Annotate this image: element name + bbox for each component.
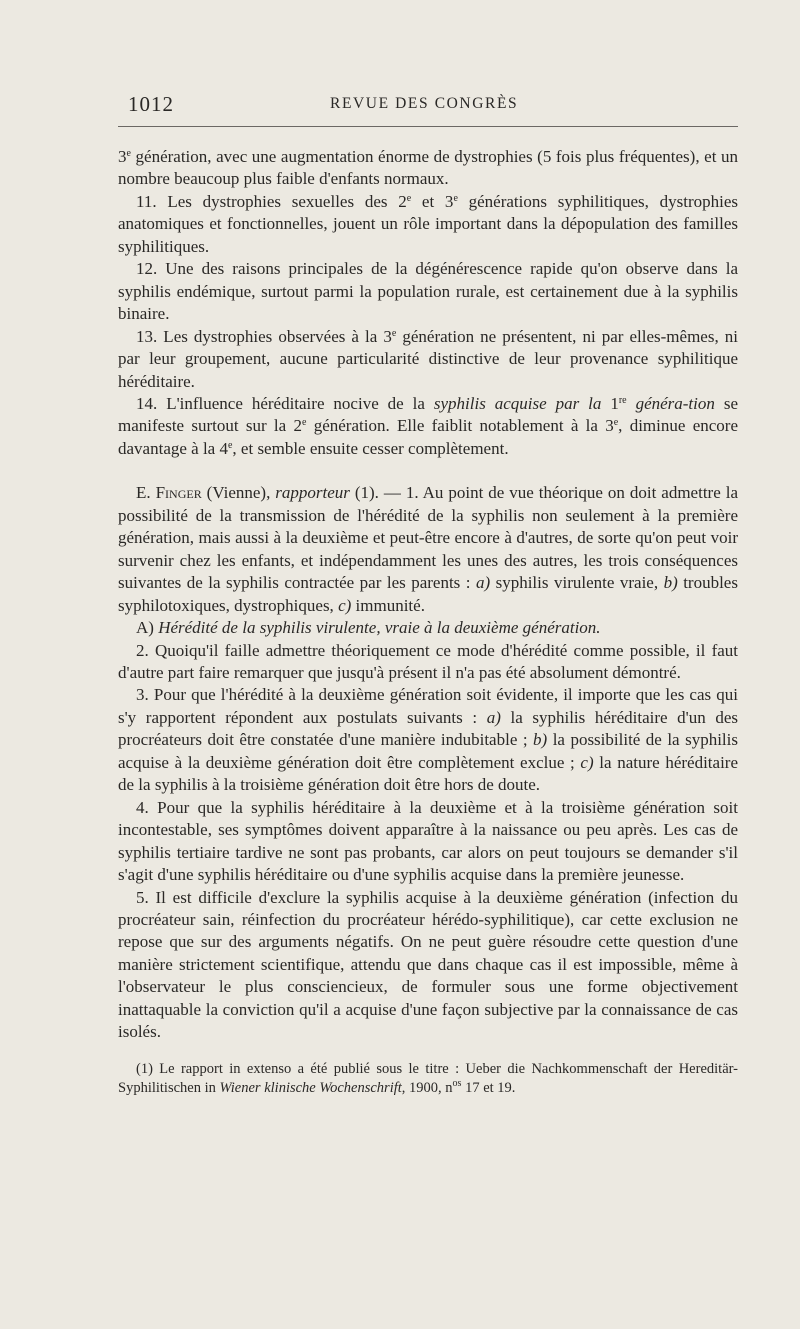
page-number: 1012 [128, 92, 174, 116]
paragraph-3: 3. Pour que l'hérédité à la deuxième génération soit évidente, il importe que les cas qui s'y rapportent répondent aux postulats suivants : a) la syphilis héréditaire d'un des procréateurs doit être constatée d'une manière indubitable ; b) la possibilité de la syphilis acquise à la deuxième génération doit être complètement exclue ; c) la nature héréditaire de la syphilis à la troisième génération doit être hors de doute. [118, 685, 739, 795]
paragraph-13: 13. Les dystrophies observées à la 3e génération ne présentent, ni par elles-mêmes, ni par leur groupement, aucune particularité distinctive de leur provenance syphilitique héréditaire. [118, 326, 738, 391]
body-text [118, 146, 738, 1044]
book-page [118, 84, 738, 1098]
section-heading-a: A) Hérédité de la syphilis virulente, vraie à la deuxième génération. [136, 618, 601, 638]
footnote [118, 1060, 738, 1098]
paragraph-12: 12. Une des raisons principales de la dégénérescence rapide qu'on observe dans la syphilis endémique, surtout parmi la population rurale, est certainement due à la syphilis binaire. [118, 259, 738, 324]
header-rule [118, 126, 738, 127]
page-header [118, 84, 738, 118]
paragraph-continuation: 3e génération, avec une augmentation énorme de dystrophies (5 fois plus fréquentes), et un nombre beaucoup plus faible d'enfants normaux. [118, 147, 738, 189]
footnote-text: (1) Le rapport in extenso a été publié sous le titre : Ueber die Nachkommenschaft der Hereditär-Syphilitischen in Wiener klinische Wochenschrift, 1900, $n^{os}$ 17 et 19. [118, 1060, 738, 1096]
paragraph-14: 14. L'influence héréditaire nocive de la syphilis acquise par la 1re généra-tion se manifeste surtout sur la 2e génération. Elle faiblit notablement à la 3e, diminue encore davantage à la 4e, et semble ensuite cesser complètement. [118, 393, 738, 458]
paragraph-5: 5. Il est difficile d'exclure la syphilis acquise à la deuxième génération (infection du procréateur sain, réinfection du procréateur hérédo-syphilitique), car cette exclusion ne repose que sur des arguments négatifs. On ne peut guère résoudre cette question d'une manière strictement scientifique, attendu que dans chaque cas il est impossible, même à l'observateur le plus consciencieux, de formuler sous une forme objectivement inattaquable la conviction qu'il a acquise d'une façon subjective par la connaissance de cas isolés. [118, 887, 738, 1042]
paragraph-4: 4. Pour que la syphilis héréditaire à la deuxième et à la troisième génération soit incontestable, ses symptômes doivent apparaître à la naissance ou peu après. Les cas de syphilis tertiaire tardive ne sont pas probants, car alors on peut toujours se demander s'il s'agit d'une syphilis héréditaire ou d'une syphilis acquise dans la première jeunesse. [118, 797, 738, 885]
author-name: E. Finger [136, 483, 202, 503]
paragraph-11: 11. Les dystrophies sexuelles des 2e et 3e générations syphilitiques, dystrophies anatomiques et fonctionnelles, jouent un rôle important dans la dépopulation des familles syphilitiques. [118, 191, 738, 256]
running-title: REVUE DES CONGRÈS [330, 95, 519, 112]
paragraph-finger-report: E. Finger (Vienne), rapporteur (1). — 1. Au point de vue théorique on doit admettre la possibilité de la transmission de l'hérédité de la syphilis non seulement à la première génération, mais aussi à la deuxième et peut-être encore à d'autres, de sorte qu'on peut voir survenir chez les enfants, et indépendamment les unes des autres, les trois conséquences suivantes de la syphilis contractée par les parents : a) syphilis virulente vraie, b) troubles syphilotoxiques, dystrophiques, c) immunité. [118, 483, 738, 615]
paragraph-2: 2. Quoiqu'il faille admettre théoriquement ce mode d'hérédité comme possible, il faut d'autre part faire remarquer que jusqu'à présent il n'a pas été absolument démontré. [118, 640, 738, 682]
